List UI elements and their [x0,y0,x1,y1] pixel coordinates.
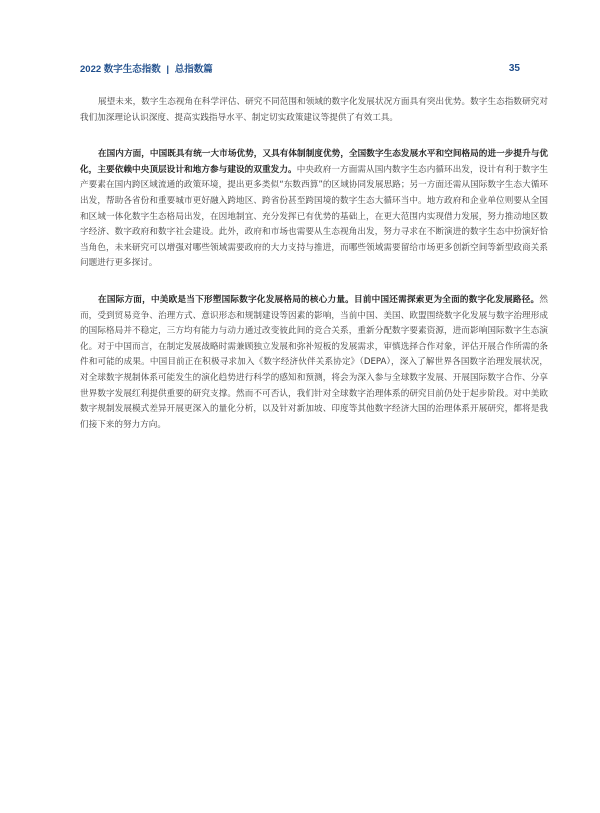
paragraph-text: 然而，受到贸易竞争、治理方式、意识形态和规制建设等因素的影响，当前中国、美国、欧盟围绕数字化发展与数字治理形成的国际格局并不稳定，三方均有能力与动力通过改变彼此间的竞合关系，重新分配数字要素资源，进而影响国际数字生态演化。对于中国而言，在制定发展战略时需兼顾独立发展和弥补短板的发展需求，审慎选择合作对象，评估开展合作所需的条件和可能的成果。中国目前正在积极寻求加入《数字经济伙伴关系协定》（DEPA），深入了解世界各国数字治理发展状况，对全球数字规制体系可能发生的演化趋势进行科学的感知和预测，将会为深入参与全球数字发展、开展国际数字合作、分享世界数字发展红利提供重要的研究支撑。然而不可否认，我们针对全球数字治理体系的研究目前仍处于起步阶段。对中美欧数字规制发展模式差异开展更深入的量化分析，以及针对新加坡、印度等其他数字经济大国的治理体系开展研究，都将是我们接下来的努力方向。 [80,294,548,430]
paragraph-text: 展望未来，数字生态视角在科学评估、研究不同范围和领域的数字化发展状况方面具有突出优势。数字生态指数研究对我们加深理论认识深度、提高实践指导水平、制定切实政策建议等提供了有效工具。 [80,97,548,123]
section-title: 总指数篇 [174,64,213,75]
report-title: 2022 数字生态指数 [80,64,161,75]
paragraph-domestic [80,147,548,272]
running-header [80,61,213,75]
paragraph-outlook [80,95,548,126]
page-number: 35 [508,62,520,74]
header-separator: | [166,64,170,75]
page-header [80,60,520,76]
body-text [80,95,548,454]
paragraph-international [80,293,548,433]
paragraph-text: 中央政府一方面需从国内数字生态内循环出发，设计有利于数字生产要素在国内跨区域流通的政策环境，提出更多类似“东数西算”的区域协同发展思路；另一方面还需从国际数字生态大循环出发，帮助各省份和重要城市更好融入跨地区、跨省份甚至跨国境的数字生态大循环当中。地方政府和企业单位则要从全国和区域一体化数字生态格局出发，在因地制宜、充分发挥已有优势的基础上，在更大范围内实现借力发展，努力推动地区数字经济、数字政府和数字社会建设。此外，政府和市场也需要从生态视角出发，努力寻求在不断演进的数字生态中扮演好恰当角色，未来研究可以增强对哪些领域需要政府的大力支持与推进，而哪些领域需要留给市场更多创新空间等新型政商关系问题进行更多探讨。 [80,164,548,269]
paragraph-lead: 在国内方面，中国既具有统一大市场优势，又具有体制制度优势，全国数字生态发展水平和空间格局的进一步提升与优化，主要依赖中央顶层设计和地方参与建设的双重发力。 [80,149,548,175]
paragraph-lead: 在国际方面，中美欧是当下形塑国际数字化发展格局的核心力量。目前中国还需探索更为全面的数字化发展路径。 [98,294,540,305]
